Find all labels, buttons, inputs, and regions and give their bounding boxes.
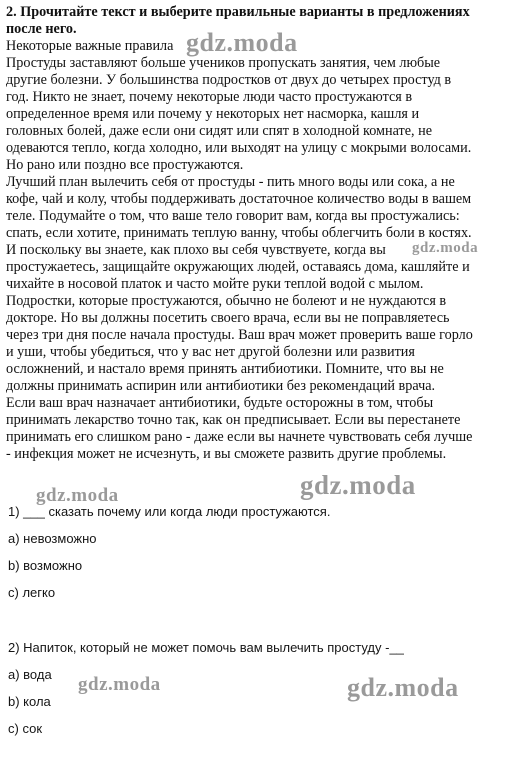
text-line: спать, если хотите, принимать теплую ванну, чтобы облегчить боли в костях. xyxy=(6,225,472,241)
text-line: определенное время или почему у некоторых нет насморка, кашля и xyxy=(6,106,420,122)
text-line: чихайте в носовой платок и часто мойте руки теплой водой с мылом. xyxy=(6,276,424,292)
text-line: Лучший план вылечить себя от простуды - пить много воды или сока, а не xyxy=(6,174,455,190)
question-1-prompt: 1) ___ сказать почему или когда люди простужаются. xyxy=(8,504,331,519)
text-line: принимать лекарство точно так, как он предписывает. Если вы перестанете xyxy=(6,412,461,428)
watermark: gdz.moda xyxy=(347,673,459,702)
question-1-option-c: c) легко xyxy=(8,585,56,600)
text-line: и уши, чтобы убедиться, что у вас нет другой болезни или развития xyxy=(6,344,415,360)
text-line: докторе. Но вы должны посетить своего врача, если вы не поправляетесь xyxy=(6,310,450,326)
task-title-line-2: после него. xyxy=(6,21,77,37)
text-line: одеваются тепло, когда холодно, или выходят на улицу с мокрыми волосами. xyxy=(6,140,472,156)
text-line: через три дня после начала простуды. Ваш врач может проверить ваше горло xyxy=(6,327,473,343)
question-2-prompt: 2) Напиток, который не может помочь вам вылечить простуду -__ xyxy=(8,640,404,655)
text-line: Простуды заставляют больше учеников пропускать занятия, чем любые xyxy=(6,55,441,71)
question-2-option-b: b) кола xyxy=(8,694,51,709)
text-line: И поскольку вы знаете, как плохо вы себя чувствуете, когда вы xyxy=(6,242,386,258)
text-line: - инфекция может не исчезнуть, и вы сможете развить другие проблемы. xyxy=(6,446,447,462)
text-line: год. Никто не знает, почему некоторые люди часто простужаются в xyxy=(6,89,413,105)
text-line: должны принимать аспирин или антибиотики без рекомендаций врача. xyxy=(6,378,436,394)
watermark: gdz.moda xyxy=(300,470,416,500)
text-line: осложнений, и настало время принять антибиотики. Помните, что вы не xyxy=(6,361,444,377)
text-line: теле. Подумайте о том, что ваше тело говорит вам, когда вы простужались: xyxy=(6,208,460,224)
watermark: gdz.moda xyxy=(412,240,479,256)
question-2-option-c: c) сок xyxy=(8,721,43,736)
text-line: простужаетесь, защищайте окружающих людей, оставаясь дома, кашляйте и xyxy=(6,259,470,275)
watermark: gdz.moda xyxy=(36,485,119,506)
text-line: Если ваш врач назначает антибиотики, будьте осторожны в том, чтобы xyxy=(6,395,434,411)
task-title-line-1: 2. Прочитайте текст и выберите правильные варианты в предложениях xyxy=(6,4,470,20)
text-line: Подростки, которые простужаются, обычно не болеют и не нуждаются в xyxy=(6,293,447,309)
text-heading: Некоторые важные правила xyxy=(6,38,174,54)
question-1-option-a: a) невозможно xyxy=(8,531,97,546)
text-line: головных болей, даже если они сидят или спят в холодной комнате, не xyxy=(6,123,433,139)
text-line: другие болезни. У большинства подростков от двух до четырех простуд в xyxy=(6,72,452,88)
question-2-option-a: a) вода xyxy=(8,667,52,682)
watermark: gdz.moda xyxy=(186,28,298,57)
text-line: Но рано или поздно все простужаются. xyxy=(6,157,244,173)
watermark: gdz.moda xyxy=(78,674,161,695)
text-line: принимать его слишком рано - даже если вы начнете чувствовать себя лучше xyxy=(6,429,473,445)
question-1-option-b: b) возможно xyxy=(8,558,83,573)
text-line: кофе, чай и колу, чтобы поддерживать достаточное количество воды в вашем xyxy=(6,191,472,207)
